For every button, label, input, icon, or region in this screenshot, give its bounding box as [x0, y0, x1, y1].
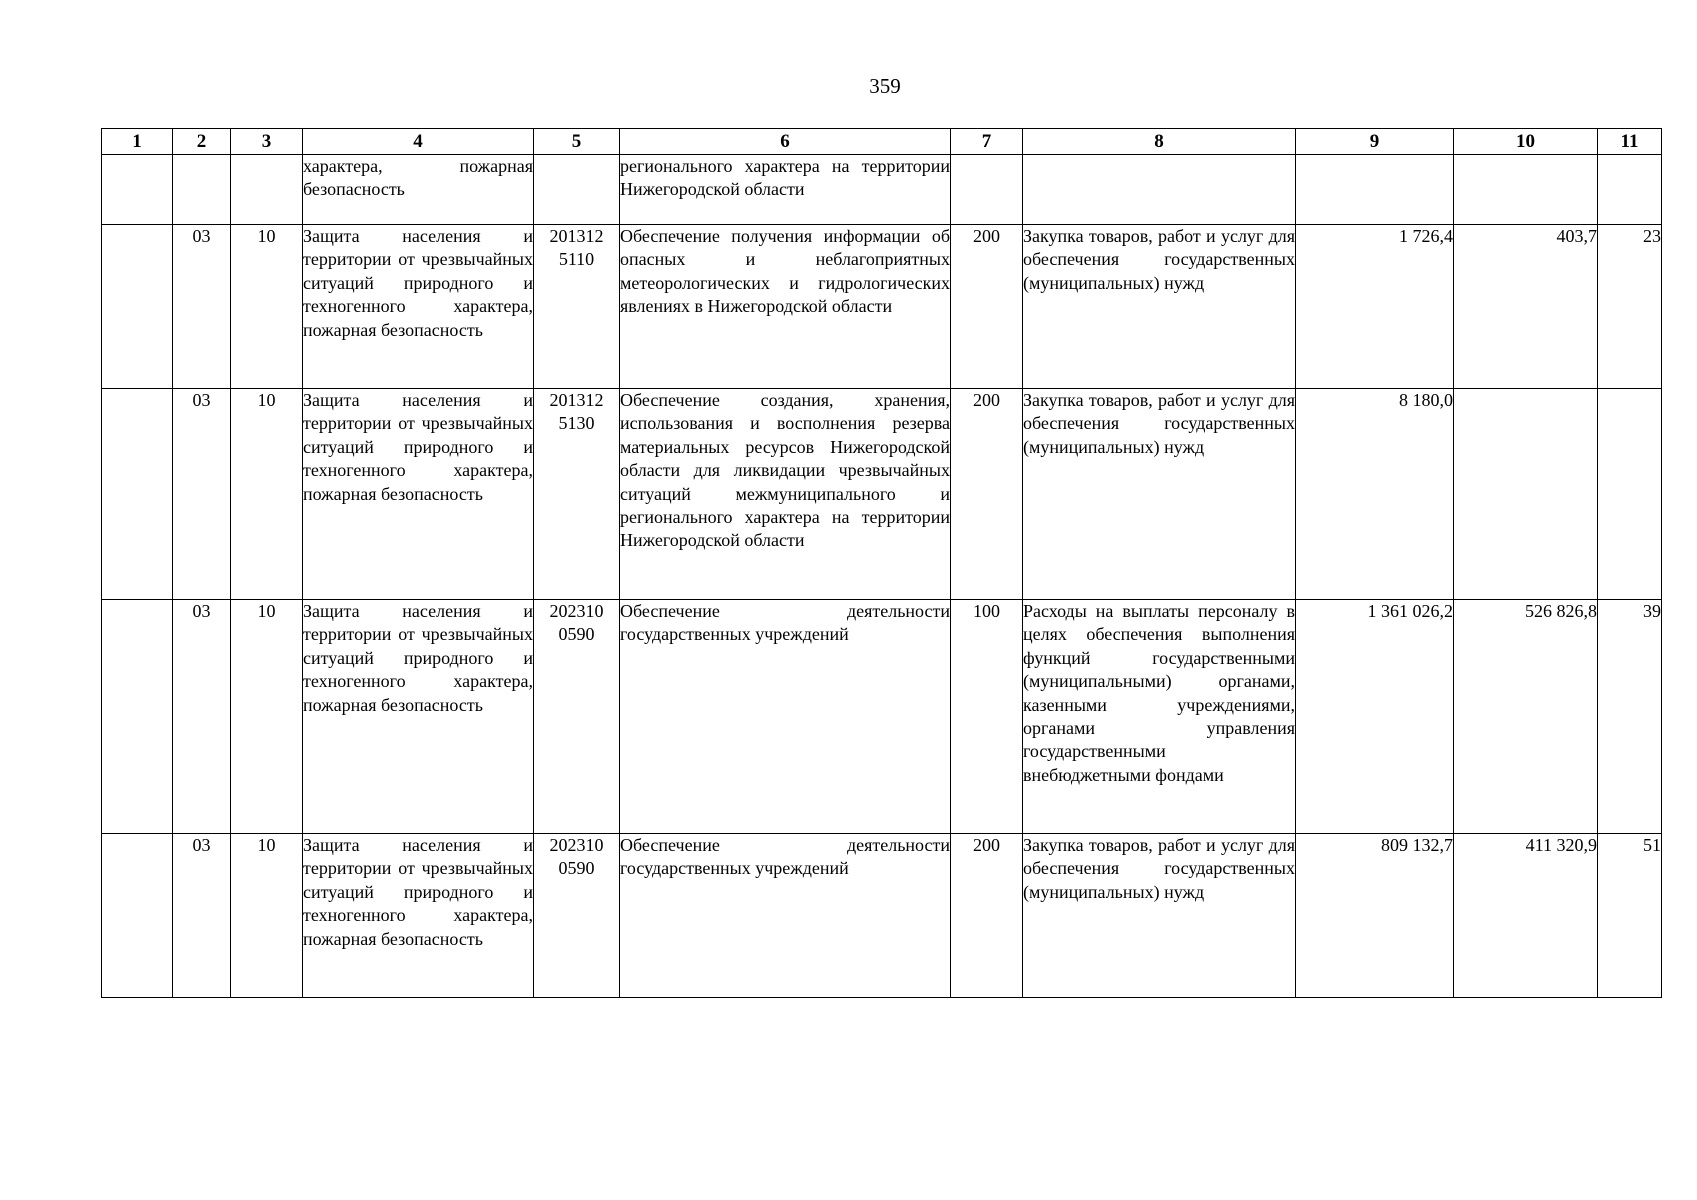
cell-expense-type: Расходы на выплаты персоналу в целях обеспечения выполнения функций государственными (муниципальными) органами, казенными учреждениями, органами управления государственными внебюджетными фондами	[1023, 600, 1296, 834]
cell-target-code	[534, 834, 620, 998]
cell-percent	[1598, 155, 1662, 225]
column-header: 8	[1023, 129, 1296, 155]
cell-col2: 03	[173, 600, 231, 834]
cell-expense-type	[1023, 155, 1296, 225]
cell-col2: 03	[173, 834, 231, 998]
cell-expense-code: 200	[951, 389, 1023, 600]
cell-col3: 10	[231, 225, 303, 389]
column-header: 10	[1454, 129, 1598, 155]
target-code-part2: 0590	[558, 624, 595, 645]
cell-section-name: Защита населения и территории от чрезвычайных ситуаций природного и техногенного характера, пожарная безопасность	[303, 225, 534, 389]
column-header: 1	[102, 129, 173, 155]
column-header: 4	[303, 129, 534, 155]
table-row	[102, 389, 1662, 600]
cell-section-name: характера, пожарная безопасность	[303, 155, 534, 225]
cell-col1	[102, 389, 173, 600]
cell-col2: 03	[173, 225, 231, 389]
cell-section-name: Защита населения и территории от чрезвычайных ситуаций природного и техногенного характера, пожарная безопасность	[303, 600, 534, 834]
column-header: 3	[231, 129, 303, 155]
column-header: 6	[620, 129, 951, 155]
table-row	[102, 834, 1662, 998]
cell-expense-type: Закупка товаров, работ и услуг для обеспечения государственных (муниципальных) нужд	[1023, 225, 1296, 389]
cell-target-code	[534, 155, 620, 225]
header-row	[102, 129, 1662, 155]
cell-col2	[173, 155, 231, 225]
cell-col3: 10	[231, 834, 303, 998]
target-code-part1: 201312	[549, 226, 604, 246]
cell-amount-executed	[1454, 389, 1598, 600]
cell-col1	[102, 225, 173, 389]
cell-percent: 39	[1598, 600, 1662, 834]
cell-expense-code: 200	[951, 834, 1023, 998]
cell-description: Обеспечение деятельности государственных учреждений	[620, 834, 951, 998]
table-row	[102, 225, 1662, 389]
column-header: 11	[1598, 129, 1662, 155]
cell-amount-executed	[1454, 155, 1598, 225]
target-code-part1: 202310	[549, 835, 604, 855]
column-header: 9	[1296, 129, 1454, 155]
cell-amount: 8 180,0	[1296, 389, 1454, 600]
cell-target-code	[534, 600, 620, 834]
cell-col1	[102, 155, 173, 225]
cell-expense-type: Закупка товаров, работ и услуг для обеспечения государственных (муниципальных) нужд	[1023, 389, 1296, 600]
cell-target-code	[534, 389, 620, 600]
cell-amount: 1 726,4	[1296, 225, 1454, 389]
cell-percent: 23	[1598, 225, 1662, 389]
budget-table	[101, 128, 1662, 998]
column-header: 7	[951, 129, 1023, 155]
cell-description: Обеспечение создания, хранения, использования и восполнения резерва материальных ресурсов Нижегородской области для ликвидации чрезвычайных ситуаций межмуниципального и регионального характера на территории Нижегородской области	[620, 389, 951, 600]
cell-col2: 03	[173, 389, 231, 600]
page-number: 359	[869, 74, 901, 98]
cell-section-name: Защита населения и территории от чрезвычайных ситуаций природного и техногенного характера, пожарная безопасность	[303, 834, 534, 998]
cell-col3: 10	[231, 600, 303, 834]
cell-section-name: Защита населения и территории от чрезвычайных ситуаций природного и техногенного характера, пожарная безопасность	[303, 389, 534, 600]
table-row	[102, 600, 1662, 834]
column-header: 5	[534, 129, 620, 155]
cell-amount-executed: 526 826,8	[1454, 600, 1598, 834]
cell-col1	[102, 834, 173, 998]
target-code-part1: 202310	[549, 601, 604, 621]
cell-expense-code: 200	[951, 225, 1023, 389]
cell-expense-type: Закупка товаров, работ и услуг для обеспечения государственных (муниципальных) нужд	[1023, 834, 1296, 998]
cell-description: Обеспечение получения информации об опасных и неблагоприятных метеорологических и гидрологических явлениях в Нижегородской области	[620, 225, 951, 389]
cell-percent: 51	[1598, 834, 1662, 998]
target-code-part2: 0590	[558, 858, 595, 879]
target-code-part2: 5110	[558, 249, 595, 270]
column-header: 2	[173, 129, 231, 155]
cell-expense-code: 100	[951, 600, 1023, 834]
target-code-part2: 5130	[558, 413, 595, 434]
cell-amount	[1296, 155, 1454, 225]
cell-description: регионального характера на территории Нижегородской области	[620, 155, 951, 225]
cell-col3: 10	[231, 389, 303, 600]
cell-expense-code	[951, 155, 1023, 225]
cell-description: Обеспечение деятельности государственных учреждений	[620, 600, 951, 834]
cell-percent	[1598, 389, 1662, 600]
cell-target-code	[534, 225, 620, 389]
table-row	[102, 155, 1662, 225]
cell-amount: 1 361 026,2	[1296, 600, 1454, 834]
cell-col3	[231, 155, 303, 225]
cell-col1	[102, 600, 173, 834]
target-code-part1: 201312	[549, 390, 604, 410]
cell-amount: 809 132,7	[1296, 834, 1454, 998]
cell-amount-executed: 403,7	[1454, 225, 1598, 389]
cell-amount-executed: 411 320,9	[1454, 834, 1598, 998]
